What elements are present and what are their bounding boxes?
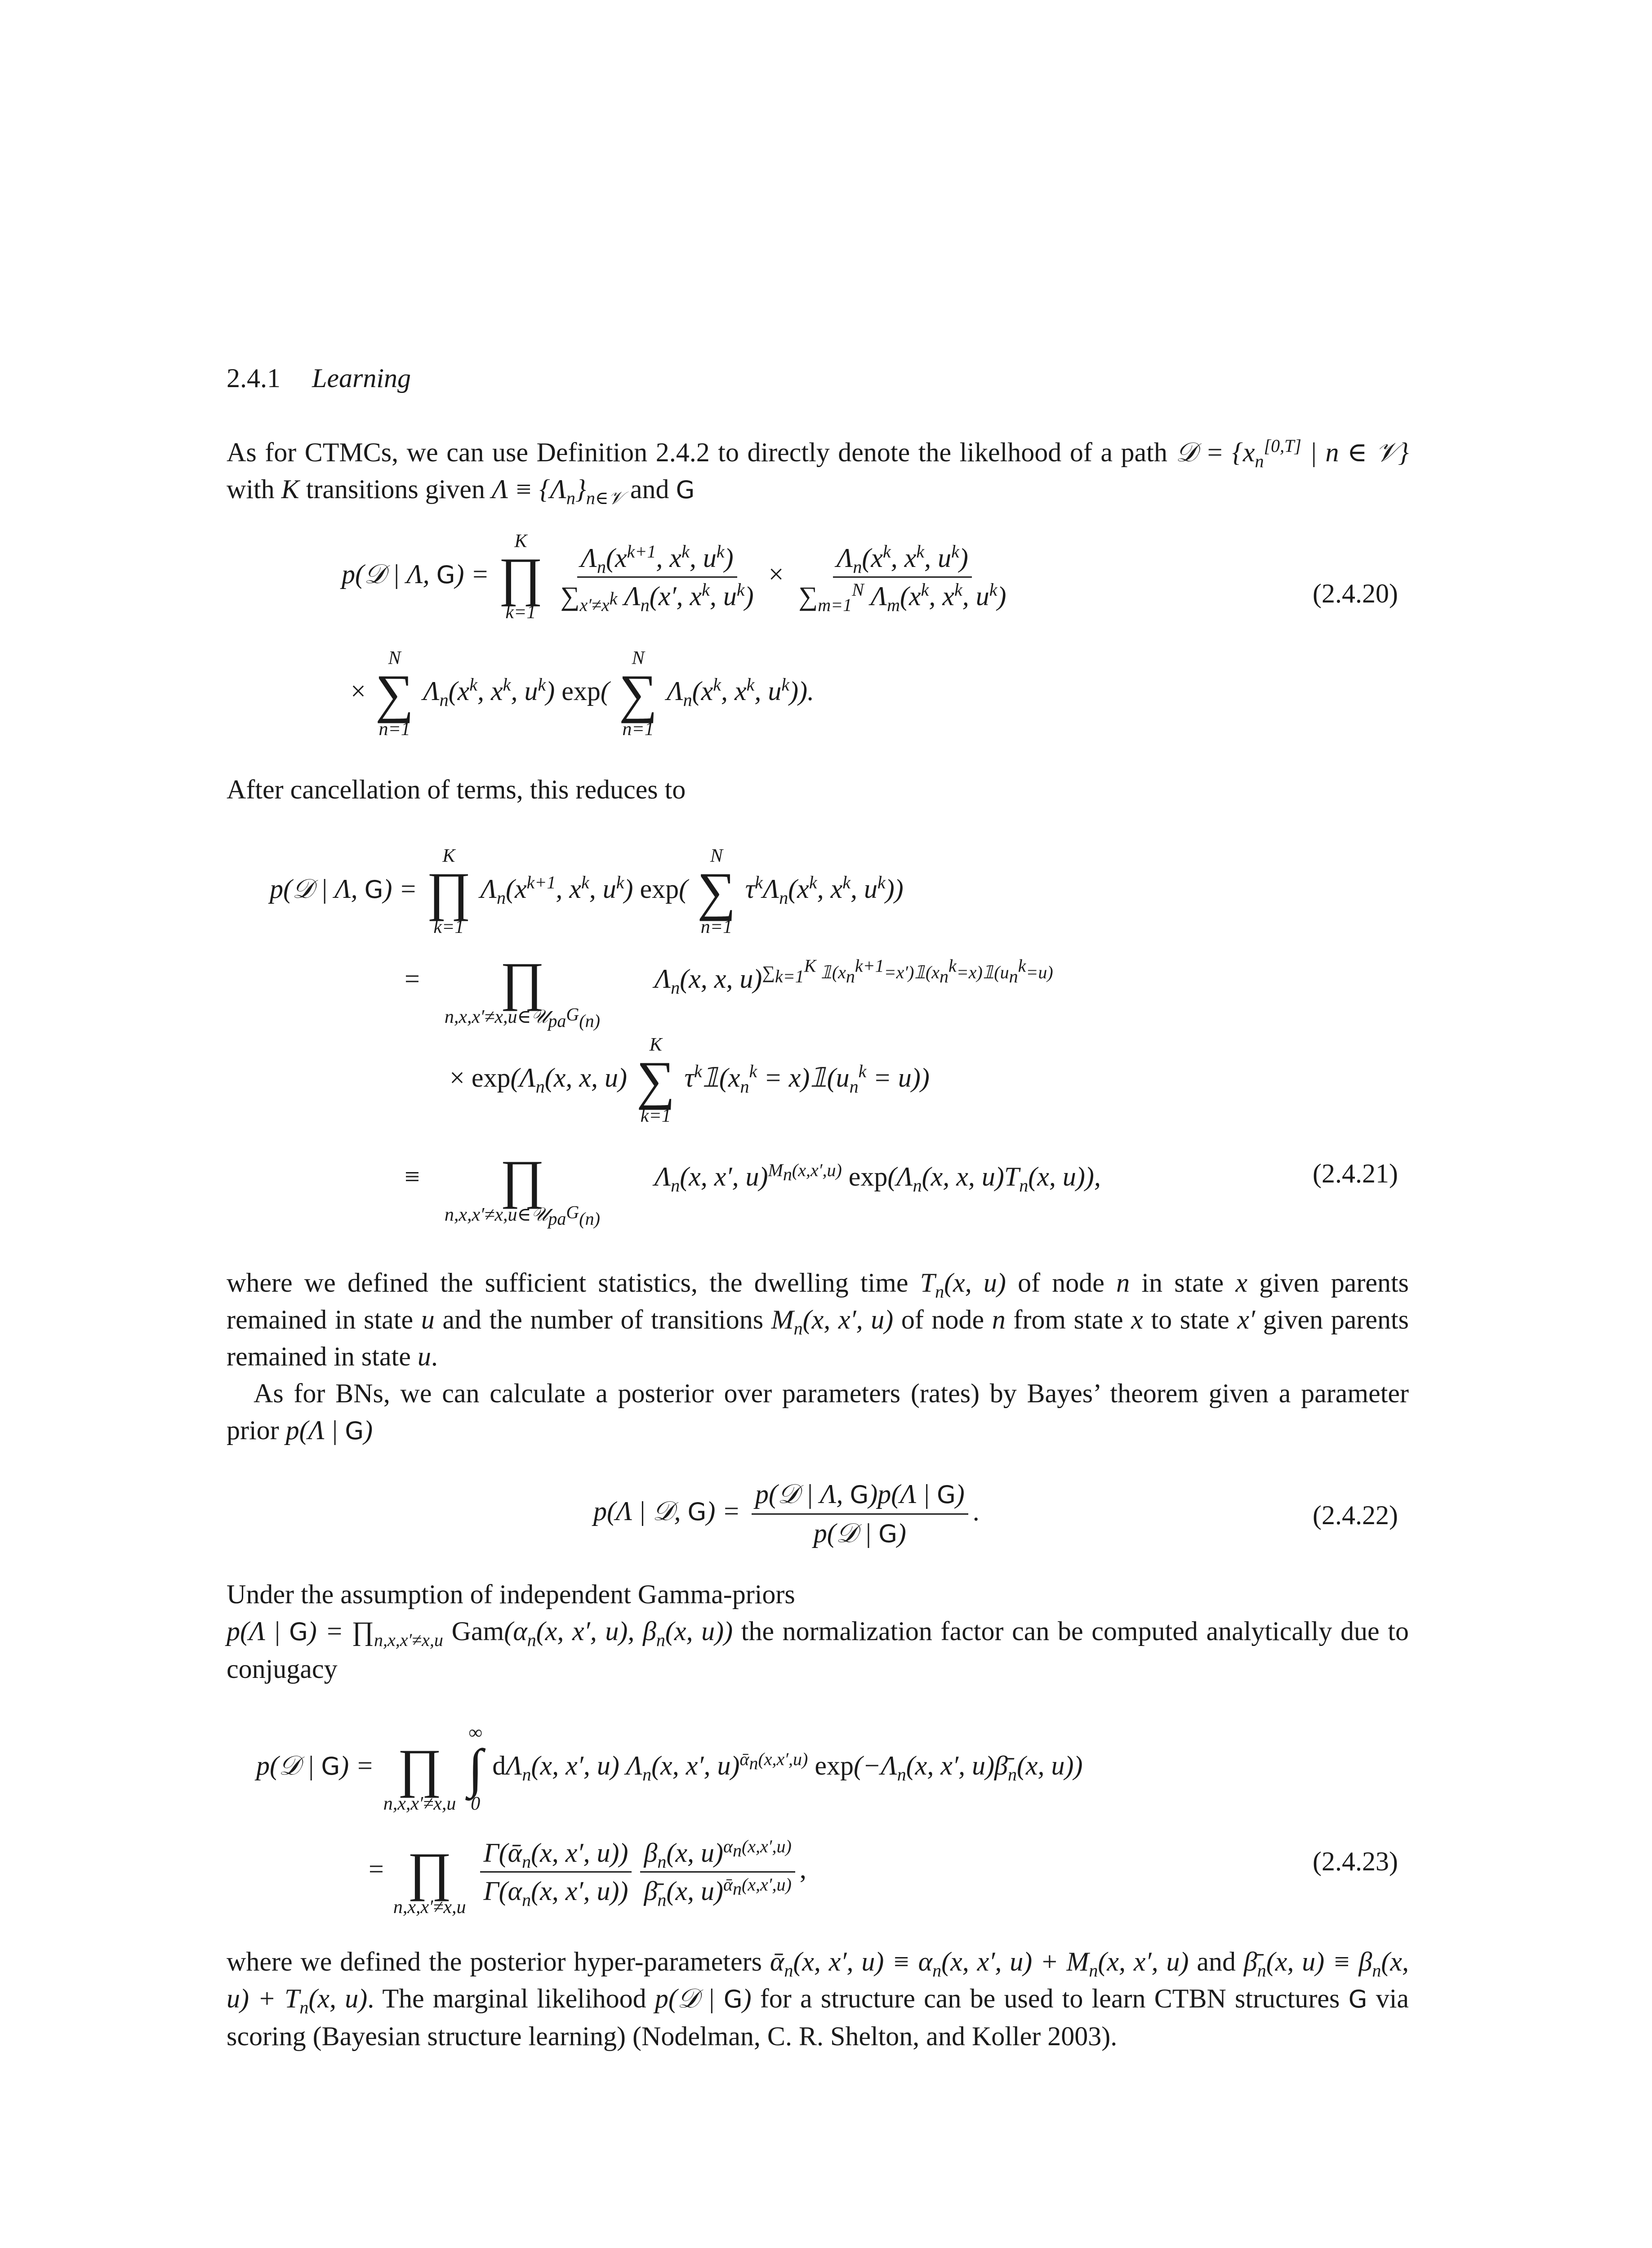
sufficient-statistics-paragraph: where we defined the sufficient statistics, the dwelling time $T_n(x$, u) of node n in state x given parents remained in state u and the number of transitions $M_n(x$, x′, u) of node n from state x to state x′ given parents remained in state u. <box>227 1268 1409 1371</box>
posterior-paragraph: where we defined the posterior hyper-parameters ᾱ$_n$(x, x′, $u) \equiv \alpha_n(x$, x′, $u) + M_n(x$, x′, u) and $\betā_n(x$, $u) \equiv \beta_n(x$, $u) + T_n(x$, u). The marginal likelihood p(𝒟 | G) for a structure can be used to learn CTBN structures G via scoring (Bayesian structure learning) (Nodelman, C. R. Shelton, and Koller 2003). <box>227 1947 1409 2051</box>
section-title: Learning <box>312 363 411 393</box>
equation-label-2-4-22: (2.4.22) <box>1313 1500 1398 1530</box>
section-heading <box>227 360 411 397</box>
gamma-priors-paragraph: Under the assumption of independent Gamma-priors p(Λ | $G) = \prod_{n,x,x'\ne x,u}$ $Gam(\alpha_n(x$, x′, u), $\beta_n(x$, u)) the normalization factor can be computed analytically due to conjugacy <box>227 1579 1409 1684</box>
equation-label-2-4-23: (2.4.23) <box>1313 1847 1398 1876</box>
equation-2-4-20-line2: × N ∑ n=1 $\Lambda_n(x^k$, $x^k$, $u^k$) exp( N ∑ n=1 $\Lambda_n(x^k$, $x^k$, $u^k$)). <box>351 648 815 740</box>
equation-label-2-4-20: (2.4.20) <box>1313 579 1398 608</box>
after-cancellation-text: After cancellation of terms, this reduces to <box>227 775 686 804</box>
bns-paragraph: As for BNs, we can calculate a posterior over parameters (rates) by Bayes’ theorem given a parameter prior p(Λ | G) <box>227 1378 1409 1445</box>
equation-2-4-21-line2: = ∏ n,x,x′≠x,u∈𝒰$_{pa^G(n)}$ $\Lambda_n(x$, x, u)$^{\sum_{k=1}^K 𝟙(x_n^{k+1}=x')𝟙(x_n^k=x)𝟙(u_n^k=u)}$ <box>405 951 1053 1031</box>
equation-2-4-23-line2: = ∏ n,x,x′≠x,u $\frac{\Gamma(ᾱ_n(x, x', u))}{\Gamma(\alpha_n(x, x', u))}$ $\frac{\beta_n(x, u)^{\alpha_n(x,x',u)}}{\betā_n(x, u)^{ᾱ_n(x,x',u)}}$ , <box>369 1836 806 1918</box>
equation-2-4-21-line3: × $\exp(\Lambda_n(x$, x, u) K ∑ k=1 $\tau^k𝟙(x_n^k$ = $x)𝟙(u_n^k = u)$) <box>450 1035 930 1126</box>
intro-paragraph: As for CTMCs, we can use Definition 2.4.2 to directly denote the likelhood of a path 𝒟 = {$x_n[0,T]$ | n ∈ 𝒱} with K transitions given $\Lambda \equiv \{\Lambda_n\}_{n\in 𝒱}$ and G <box>227 436 1409 508</box>
equation-2-4-20-line1: p(𝒟 | Λ, G) = K ∏ k=1 $\frac{\Lambda_n(x^{k+1}, x^k, u^k)}{\sum_{x'\ne x^k} \Lambda_n(x', x^k, u^k)}$ × $\frac{\Lambda_n(x^k, x^k, u^k)}{\sum_{m=1}^N \Lambda_m(x^k, x^k, u^k)}$ <box>342 531 1006 623</box>
equation-label-2-4-21: (2.4.21) <box>1313 1159 1398 1188</box>
equation-2-4-22: p(Λ | 𝒟, G) = $\frac{\text{p(𝒟 | Λ, G)p(Λ | G)}}{\text{p(𝒟 | G)}}$ . <box>593 1479 980 1548</box>
equation-2-4-23-line1: p(𝒟 | G) = ∏ n,x,x′≠x,u ∞ ∫ 0 $d\Lambda_n(x$, x′, u) $\Lambda_n(x$, x′, u)$^{ᾱ_n(x,x',u)}$ $\exp(-\Lambda_n(x$, x′, $u)\betā_n(x$, u)) <box>256 1722 1083 1814</box>
section-number: 2.4.1 <box>227 363 281 393</box>
equation-2-4-21-line1: p(𝒟 | Λ, G) = K ∏ k=1 $\Lambda_n(x^{k+1}$, $x^k$, $u^k$) exp( N ∑ n=1 $\tau^k\Lambda_n(x^k$, $x^k$, $u^k$)) <box>270 846 904 937</box>
equation-2-4-21-line4: ≡ ∏ n,x,x′≠x,u∈𝒰$_{pa^G(n)}$ $\Lambda_n(x$, x′, u)$^{M_n(x,x',u)}$ $\exp(\Lambda_n(x$, x, $u)T_n(x$, u)), <box>405 1149 1101 1229</box>
